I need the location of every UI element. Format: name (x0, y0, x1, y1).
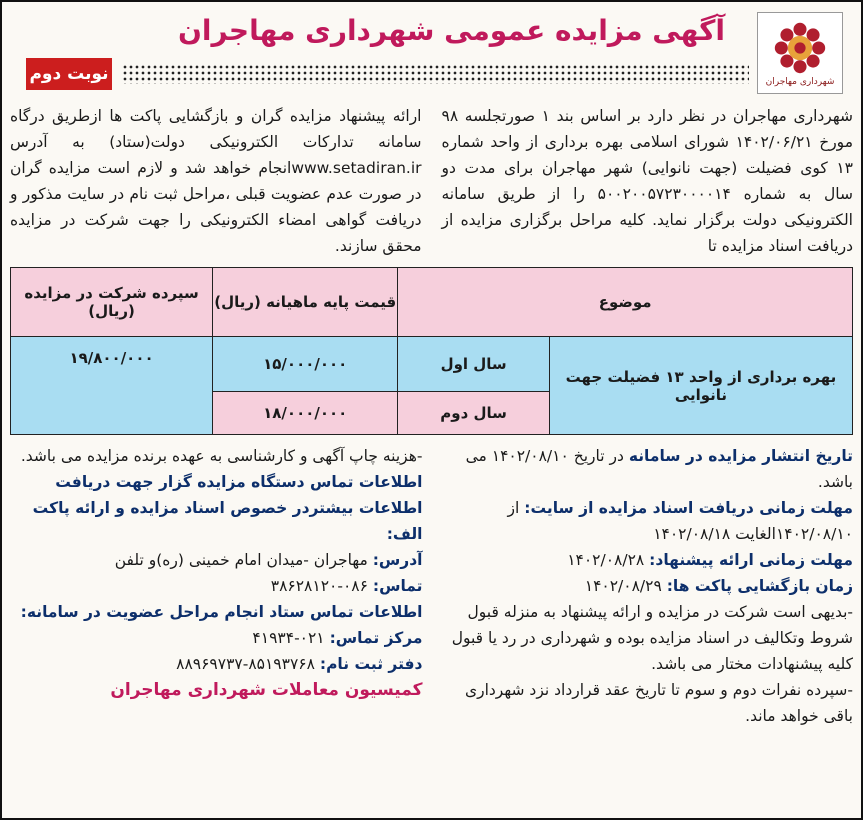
address-label: آدرس: (372, 551, 423, 569)
opening-value: ۱۴۰۲/۰۸/۲۹ (584, 577, 662, 595)
price1-cell: ۱۵/۰۰۰/۰۰۰ (213, 337, 398, 392)
setad-heading: اطلاعات تماس ستاد انجام مراحل عضویت در سامانه: (20, 603, 423, 621)
phone (10, 573, 423, 599)
notice-header (10, 6, 853, 101)
price2-cell: ۱۸/۰۰۰/۰۰۰ (213, 392, 398, 435)
details-right (441, 443, 854, 729)
doc-deadline-label: مهلت زمانی دریافت اسناد مزایده از سایت: (524, 499, 853, 517)
intro-left: ارائه پیشنهاد مزایده گران و بازگشایی پاکت ها ازطریق درگاه سامانه تدارکات الکترونیکی دولت(ستاد) به آدرس www.setadiran.irانجام خواهد شد و لازم است مزایده گران در صورت عدم عضویت قبلی ،مراحل ثبت نام در سایت مذکور و دریافت گواهی امضاء الکترونیکی را جهت شرکت در مزایده محقق سازند. (10, 107, 422, 255)
office-label: دفتر ثبت نام: (319, 655, 423, 673)
offer-deadline (441, 547, 854, 573)
doc-deadline-value: از ۱۴۰۲/۰۸/۱۰الغایت ۱۴۰۲/۰۸/۱۸ (507, 499, 853, 543)
intro-right: شهرداری مهاجران در نظر دارد بر اساس بند ۱ صورتجلسه ۹۸ مورخ ۱۴۰۲/۰۶/۲۱ شورای اسلامی بهره برداری از واحد شماره ۱۳ کوی فضیلت (جهت نانوایی) شهر مهاجران برای مدت دو سال به شماره ۵۰۰۲۰۰۵۷۲۳۰۰۰۰۱۴ را از طریق سامانه الکترونیکی دولت برگزار نماید. کلیه مراحل برگزاری مزایده از دریافت اسناد مزایده تا (441, 107, 854, 255)
address (10, 547, 423, 573)
auction-table (10, 267, 853, 435)
publish-date (441, 443, 854, 495)
office-value: ۸۵۱۹۳۷۶۸-۸۸۹۶۹۷۳۷ (176, 655, 315, 673)
table-row (11, 337, 853, 392)
note-acceptance: -بدیهی است شرکت در مزایده و ارائه پیشنهاد به منزله قبول شروط وتکالیف در اسناد مزایده بوده و شهرداری در رد یا قبول کلیه پیشنهادات مختار می باشد. (451, 603, 853, 673)
signature: کمیسیون معاملات شهرداری مهاجران (110, 680, 423, 700)
call-center (10, 625, 423, 651)
deposit-cell: ۱۹/۸۰۰/۰۰۰ (11, 337, 213, 435)
year2-cell: سال دوم (398, 392, 550, 435)
publish-label: تاریخ انتشار مزایده در سامانه (628, 447, 853, 465)
decorative-divider (122, 64, 749, 84)
header-base-price: قیمت پایه ماهیانه (ریال) (213, 268, 398, 337)
municipality-logo (757, 12, 843, 94)
round-badge: نوبت دوم (26, 58, 112, 90)
opening-date (441, 573, 854, 599)
offer-deadline-label: مهلت زمانی ارائه پیشنهاد: (649, 551, 853, 569)
details-section (10, 443, 853, 729)
registration-office (10, 651, 423, 677)
page-title: آگهی مزایده عمومی شهرداری مهاجران (178, 14, 725, 47)
cost-note: -هزینه چاپ آگهی و کارشناسی به عهده برنده مزایده می باشد. (20, 447, 423, 465)
year1-cell: سال اول (398, 337, 550, 392)
phone-value: ۰۸۶-۳۸۶۲۸۱۲۰ (270, 577, 368, 595)
details-left (10, 443, 423, 729)
table-header-row (11, 268, 853, 337)
phone-label: تماس: (372, 577, 423, 595)
contact-heading: اطلاعات تماس دستگاه مزایده گزار جهت دریافت اطلاعات بیشتردر خصوص اسناد مزایده و ارائه پاکت الف: (32, 473, 423, 543)
offer-deadline-value: ۱۴۰۲/۰۸/۲۸ (567, 551, 645, 569)
center-value: ۰۲۱-۴۱۹۳۴ (252, 629, 325, 647)
note-deposit: -سپرده نفرات دوم و سوم تا تاریخ عقد قرارداد نزد شهرداری باقی خواهد ماند. (464, 681, 853, 725)
opening-label: زمان بازگشایی پاکت ها: (666, 577, 853, 595)
flower-emblem-icon (771, 20, 829, 76)
logo-caption: شهرداری مهاجران (765, 76, 835, 87)
header-subject: موضوع (398, 268, 853, 337)
intro-section (10, 103, 853, 259)
subject-cell: بهره برداری از واحد ۱۳ فضیلت جهت نانوایی (549, 337, 852, 435)
address-value: مهاجران -میدان امام خمینی (ره)و تلفن (114, 551, 368, 569)
center-label: مرکز تماس: (329, 629, 423, 647)
header-deposit: سپرده شرکت در مزایده (ریال) (11, 268, 213, 337)
doc-deadline (441, 495, 854, 547)
publish-text: در تاریخ ۱۴۰۲/۰۸/۱۰ می باشد. (465, 447, 853, 491)
